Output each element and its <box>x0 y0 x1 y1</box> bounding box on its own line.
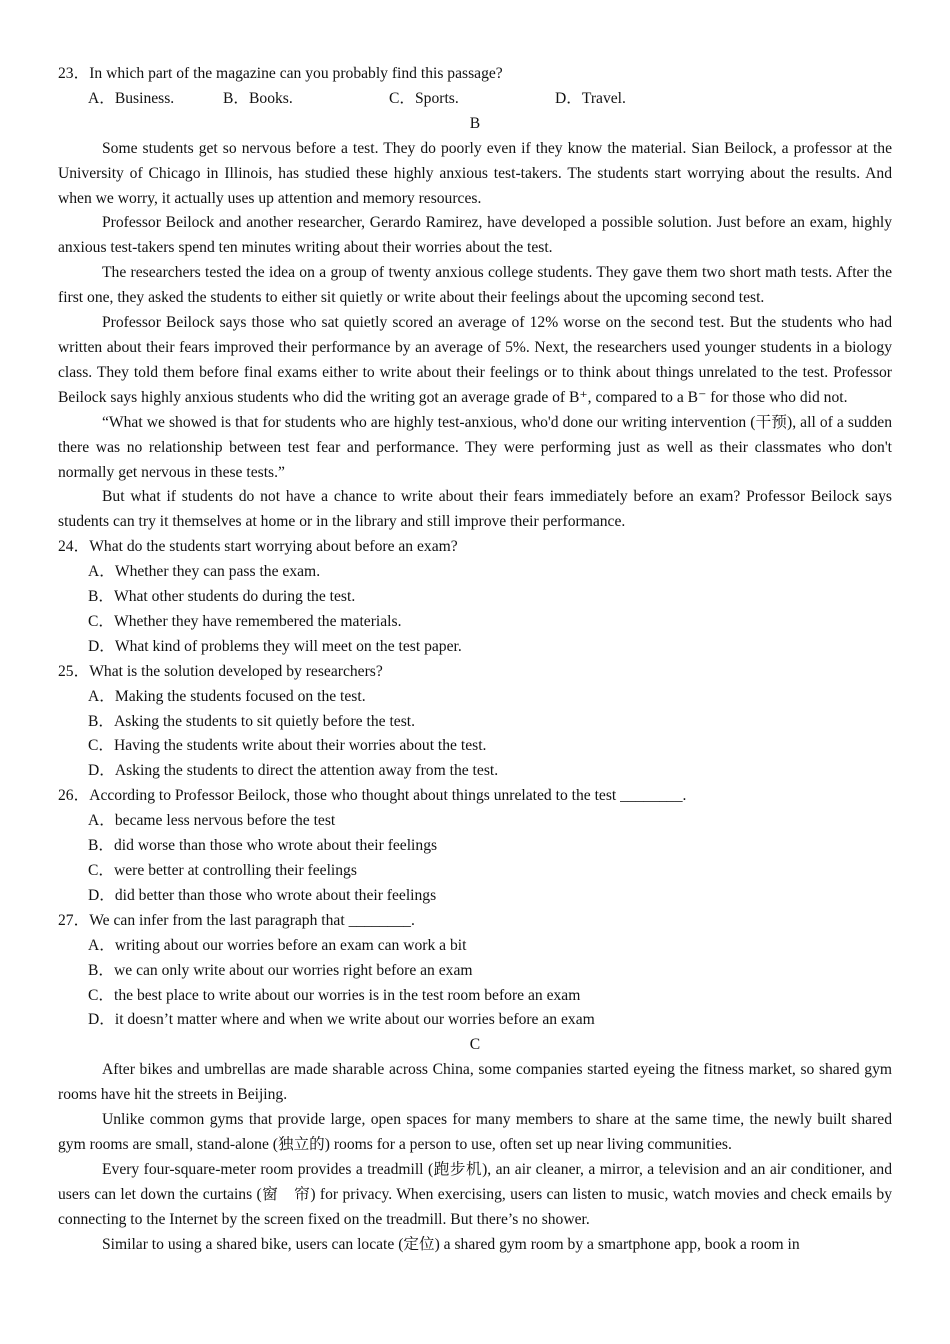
passage-c-paragraph-1: After bikes and umbrellas are made sharable across China, some companies started eyeing the fitness market, so shared gym rooms have hit the streets in Beijing. <box>58 1061 892 1104</box>
question-24-stem: 24．What do the students start worrying about before an exam? <box>58 538 458 556</box>
q27-option-b: B．we can only write about our worries right before an exam <box>88 961 473 979</box>
q26-option-b: B．did worse than those who wrote about their feelings <box>88 837 438 855</box>
question-23-options <box>58 87 892 112</box>
q25-option-d: D．Asking the students to direct the attention away from the test. <box>88 762 499 780</box>
q25-option-c: C．Having the students write about their worries about the test. <box>88 737 487 755</box>
q23-option-c: C．Sports. <box>389 89 459 107</box>
passage-c-paragraph-2: Unlike common gyms that provide large, open spaces for many members to share at the same time, the newly built shared gym rooms are small, stand-alone (独立的) rooms for a person to use, often set up near living communities. <box>58 1111 892 1153</box>
passage-b-paragraph-6: But what if students do not have a chance to write about their fears immediately before an exam? Professor Beilock says students can try it themselves at home or in the library and still improve their performance. <box>58 488 892 531</box>
q27-option-c: C．the best place to write about our worries is in the test room before an exam <box>88 986 581 1004</box>
q27-option-a: A．writing about our worries before an exam can work a bit <box>88 936 467 954</box>
passage-b-paragraph-3: The researchers tested the idea on a group of twenty anxious college students. They gave them two short math tests. After the first one, they asked the students to either sit quietly or write about their feelings about the upcoming second test. <box>58 264 892 307</box>
question-23-stem: 23．In which part of the magazine can you probably find this passage? <box>58 65 503 82</box>
question-26-stem: 26．According to Professor Beilock, those who thought about things unrelated to the test ________. <box>58 787 687 805</box>
q25-option-b: B．Asking the students to sit quietly before the test. <box>88 712 415 730</box>
question-27-stem: 27．We can infer from the last paragraph that ________. <box>58 911 415 929</box>
q26-option-d: D．did better than those who wrote about their feelings <box>88 886 437 904</box>
q23-option-b: B．Books. <box>223 89 293 107</box>
q24-option-b: B．What other students do during the test. <box>88 588 356 606</box>
q25-option-a: A．Making the students focused on the test. <box>88 687 366 705</box>
question-25-stem: 25．What is the solution developed by researchers? <box>58 662 383 680</box>
passage-b-paragraph-4: Professor Beilock says those who sat quietly scored an average of 12% worse on the second test. But the students who had written about their fears improved their performance by an average of 5%. Next, the researchers used younger students in a biology class. They told them before final exams either to write about their feelings or to think about things unrelated to the test. Professor Beilock says highly anxious students who did the writing got an average grade of B⁺, compared to a B⁻ for those who did not. <box>58 314 892 406</box>
q23-option-d: D．Travel. <box>555 89 626 107</box>
section-c-heading: C <box>469 1036 481 1054</box>
q24-option-c: C．Whether they have remembered the materials. <box>88 612 402 630</box>
passage-c-paragraph-3: Every four-square-meter room provides a treadmill (跑步机), an air cleaner, a mirror, a television and an air conditioner, and users can let down the curtains (窗 帘) for privacy. When exercising, users can listen to music, watch movies and check emails by connecting to the Internet by the screen fixed on the treadmill. But there’s no shower. <box>58 1160 892 1228</box>
passage-c-paragraph-4: Similar to using a shared bike, users can locate (定位) a shared gym room by a smartphone app, book a room in <box>102 1235 800 1253</box>
passage-b-paragraph-5: “What we showed is that for students who are highly test-anxious, who'd done our writing intervention (干预), all of a sudden there was no relationship between test fear and performance. They were performing just as well as their classmates who don't normally get nervous in these tests.” <box>58 413 892 481</box>
q23-option-a: A．Business. <box>88 89 175 107</box>
q24-option-d: D．What kind of problems they will meet on the test paper. <box>88 637 462 655</box>
q26-option-a: A．became less nervous before the test <box>88 812 336 830</box>
q27-option-d: D．it doesn’t matter where and when we write about our worries before an exam <box>88 1011 595 1029</box>
passage-b-paragraph-1: Some students get so nervous before a test. They do poorly even if they know the material. Sian Beilock, a professor at the University of Chicago in Illinois, has studied these highly anxious test-takers. The students start worrying about the results. And when we worry, it actually uses up attention and memory resources. <box>58 139 892 207</box>
q24-option-a: A．Whether they can pass the exam. <box>88 563 321 581</box>
section-b-heading: B <box>469 114 481 132</box>
passage-b-paragraph-2: Professor Beilock and another researcher, Gerardo Ramirez, have developed a possible solution. Just before an exam, highly anxious test-takers spend ten minutes writing about their worries about the test. <box>58 214 892 257</box>
q26-option-c: C．were better at controlling their feelings <box>88 862 357 879</box>
